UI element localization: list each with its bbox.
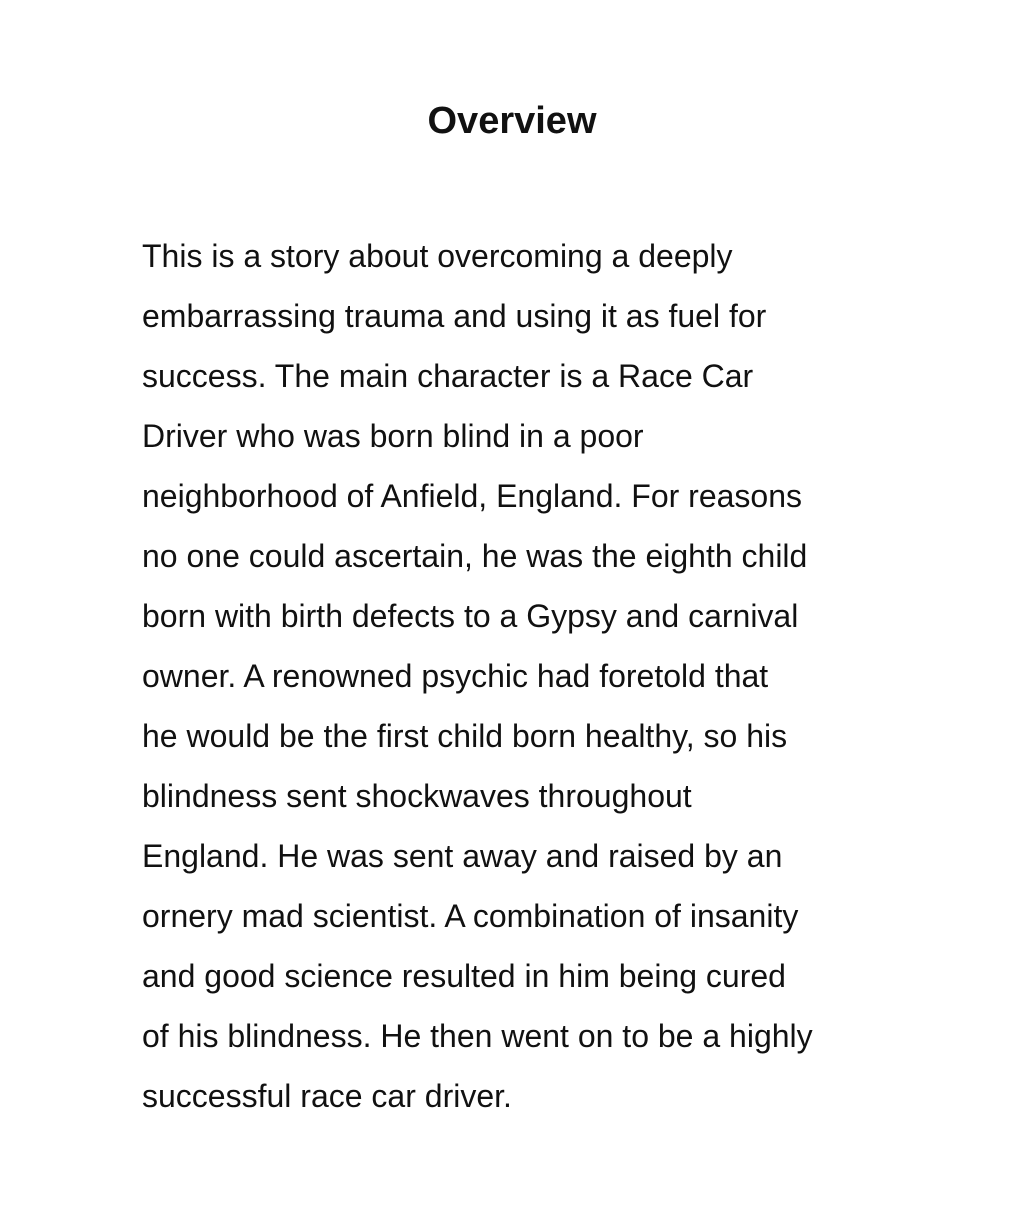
paragraph-line: successful race car driver. — [142, 1078, 512, 1114]
page-title: Overview — [427, 100, 597, 142]
paragraph-line: no one could ascertain, he was the eighth child — [142, 538, 808, 574]
paragraph-line: he would be the first child born healthy, so his — [142, 718, 788, 754]
paragraph-line: embarrassing trauma and using it as fuel for — [142, 298, 767, 334]
paragraph-line: and good science resulted in him being cured — [142, 958, 786, 994]
paragraph-line: of his blindness. He then went on to be a highly — [142, 1018, 813, 1054]
paragraph-line: blindness sent shockwaves throughout — [142, 778, 692, 814]
paragraph-line: Driver who was born blind in a poor — [142, 418, 644, 454]
paragraph-line: born with birth defects to a Gypsy and carnival — [142, 598, 799, 634]
paragraph-line: owner. A renowned psychic had foretold that — [142, 658, 769, 694]
paragraph-line: This is a story about overcoming a deeply — [142, 238, 733, 274]
overview-paragraph — [142, 226, 902, 1126]
paragraph-line: neighborhood of Anfield, England. For reasons — [142, 478, 803, 514]
paragraph-line: ornery mad scientist. A combination of insanity — [142, 898, 799, 934]
paragraph-line: England. He was sent away and raised by an — [142, 838, 783, 874]
paragraph-line: success. The main character is a Race Car — [142, 358, 754, 394]
